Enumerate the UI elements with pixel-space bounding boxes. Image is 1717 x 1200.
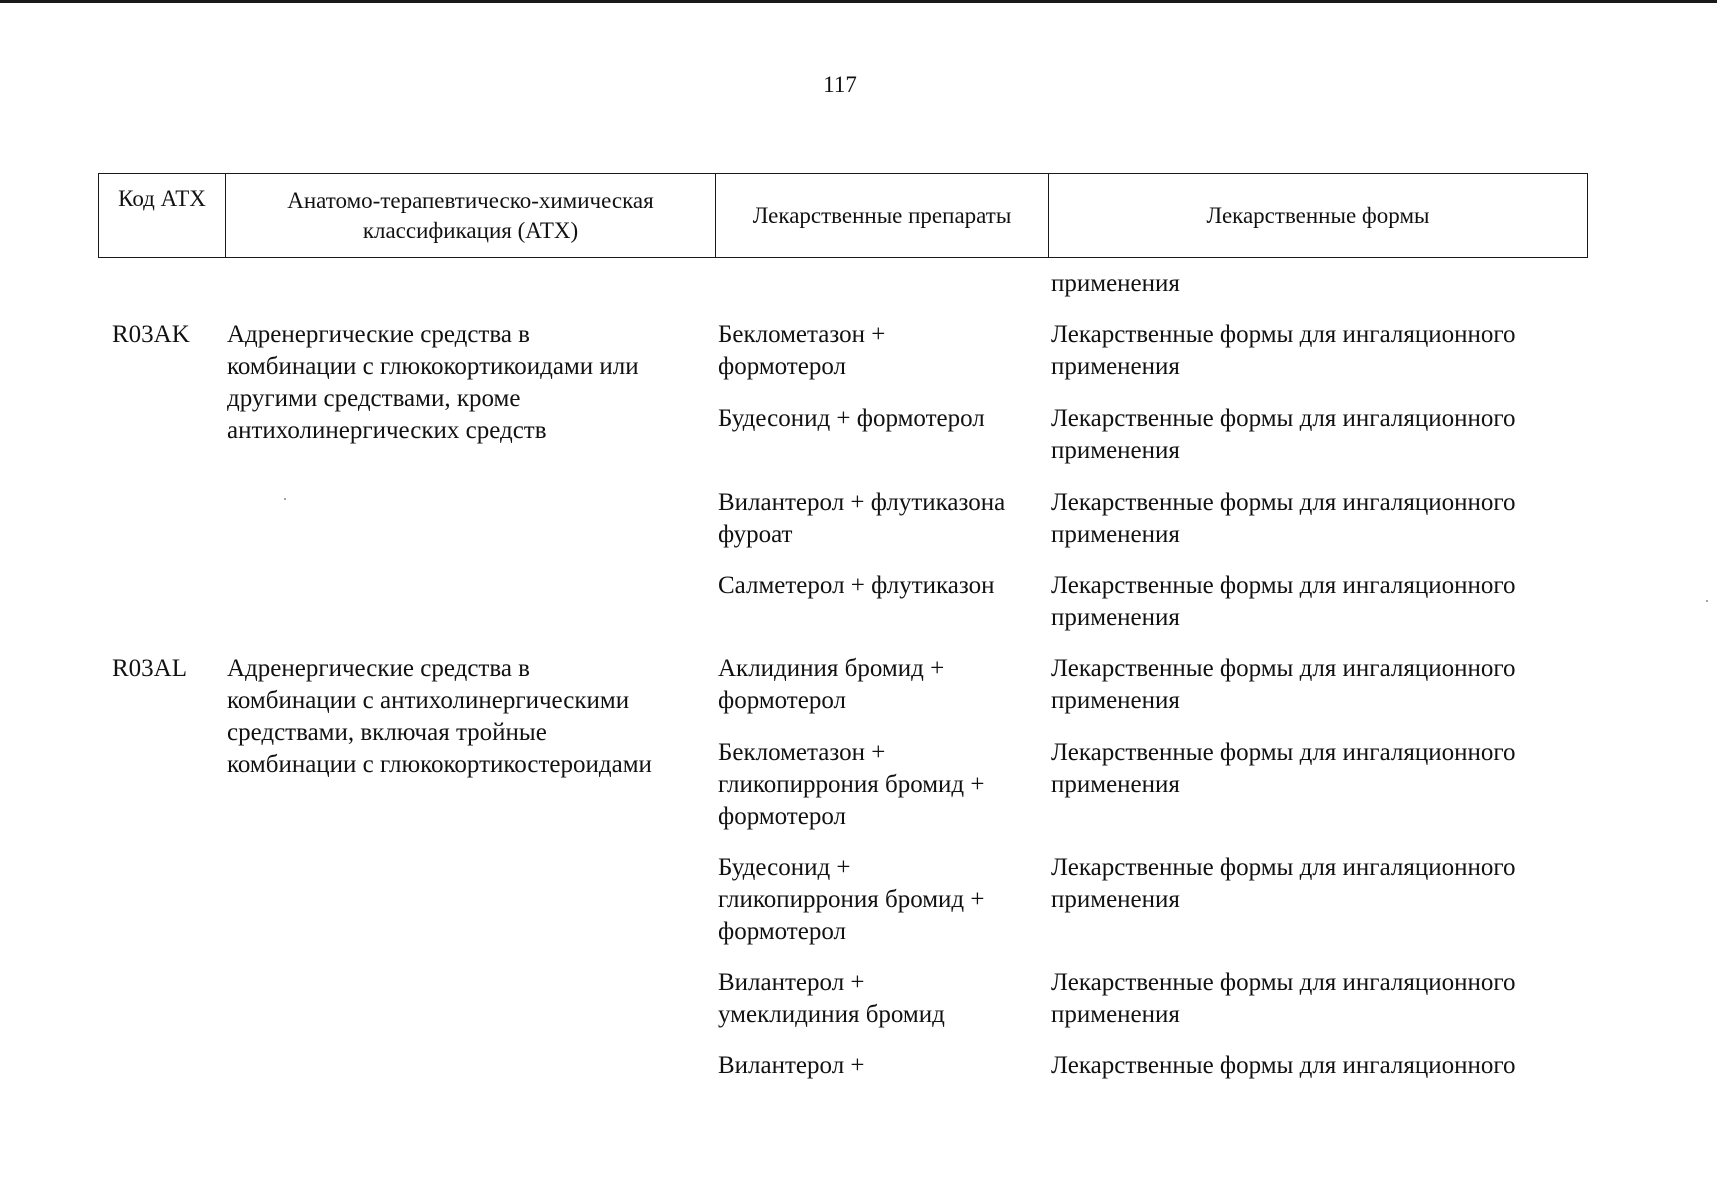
form-line: Лекарственные формы для ингаляционного bbox=[1051, 739, 1516, 766]
top-border-line bbox=[0, 0, 1717, 3]
header-drugs: Лекарственные препараты bbox=[716, 174, 1049, 258]
drug-line: фуроат bbox=[718, 521, 793, 548]
form-line: применения bbox=[1051, 437, 1180, 464]
form-line: применения bbox=[1051, 521, 1180, 548]
form-line: Лекарственные формы для ингаляционного bbox=[1051, 572, 1516, 599]
drug-line: гликопиррония бромид + bbox=[718, 886, 985, 913]
drug-line: Вилантерол + bbox=[718, 1052, 865, 1079]
drug-line: формотерол bbox=[718, 803, 846, 830]
form-line: Лекарственные формы для ингаляционного bbox=[1051, 969, 1516, 996]
drug-line: Беклометазон + bbox=[718, 739, 886, 766]
classification-line: антихолинергических средств bbox=[227, 417, 547, 444]
classification-line: Адренергические средства в bbox=[227, 321, 530, 348]
page-number: 117 bbox=[823, 72, 857, 97]
drug-line: Будесонид + bbox=[718, 854, 851, 881]
classification-line: Адренергические средства в bbox=[227, 655, 530, 682]
drug-line: формотерол bbox=[718, 687, 846, 714]
atc-code: R03AK bbox=[112, 321, 190, 348]
continuation-form: применения bbox=[1051, 270, 1180, 297]
scan-speck bbox=[1706, 600, 1708, 602]
drug-line: гликопиррония бромид + bbox=[718, 771, 985, 798]
form-line: применения bbox=[1051, 604, 1180, 631]
classification-line: другими средствами, кроме bbox=[227, 385, 521, 412]
drug-line: формотерол bbox=[718, 918, 846, 945]
drug-line: Салметерол + флутиказон bbox=[718, 572, 995, 599]
form-line: Лекарственные формы для ингаляционного bbox=[1051, 1052, 1516, 1079]
atc-code: R03AL bbox=[112, 655, 187, 682]
classification-line: комбинации с антихолинергическими bbox=[227, 687, 630, 714]
header-forms: Лекарственные формы bbox=[1049, 174, 1588, 258]
drug-line: умеклидиния бромид bbox=[718, 1001, 945, 1028]
form-line: применения bbox=[1051, 886, 1180, 913]
form-line: Лекарственные формы для ингаляционного bbox=[1051, 489, 1516, 516]
table-header bbox=[98, 173, 1588, 258]
form-line: применения bbox=[1051, 687, 1180, 714]
drug-line: формотерол bbox=[718, 353, 846, 380]
drug-line: Будесонид + формотерол bbox=[718, 405, 985, 432]
classification-line: средствами, включая тройные bbox=[227, 719, 547, 746]
drug-line: Беклометазон + bbox=[718, 321, 886, 348]
form-line: применения bbox=[1051, 1001, 1180, 1028]
form-line: Лекарственные формы для ингаляционного bbox=[1051, 655, 1516, 682]
form-line: применения bbox=[1051, 771, 1180, 798]
drug-line: Вилантерол + bbox=[718, 969, 865, 996]
form-line: Лекарственные формы для ингаляционного bbox=[1051, 321, 1516, 348]
header-code: Код АТХ bbox=[99, 174, 226, 258]
form-line: Лекарственные формы для ингаляционного bbox=[1051, 854, 1516, 881]
drug-line: Аклидиния бромид + bbox=[718, 655, 945, 682]
form-line: применения bbox=[1051, 353, 1180, 380]
drug-line: Вилантерол + флутиказона bbox=[718, 489, 1006, 516]
header-classification: Анатомо-терапевтическо-химическая классификация (АТХ) bbox=[226, 174, 716, 258]
header-row bbox=[99, 174, 1588, 258]
form-line: Лекарственные формы для ингаляционного bbox=[1051, 405, 1516, 432]
classification-line: комбинации с глюкокортикостероидами bbox=[227, 751, 652, 778]
classification-line: комбинации с глюкокортикоидами или bbox=[227, 353, 639, 380]
scan-speck bbox=[284, 498, 286, 500]
